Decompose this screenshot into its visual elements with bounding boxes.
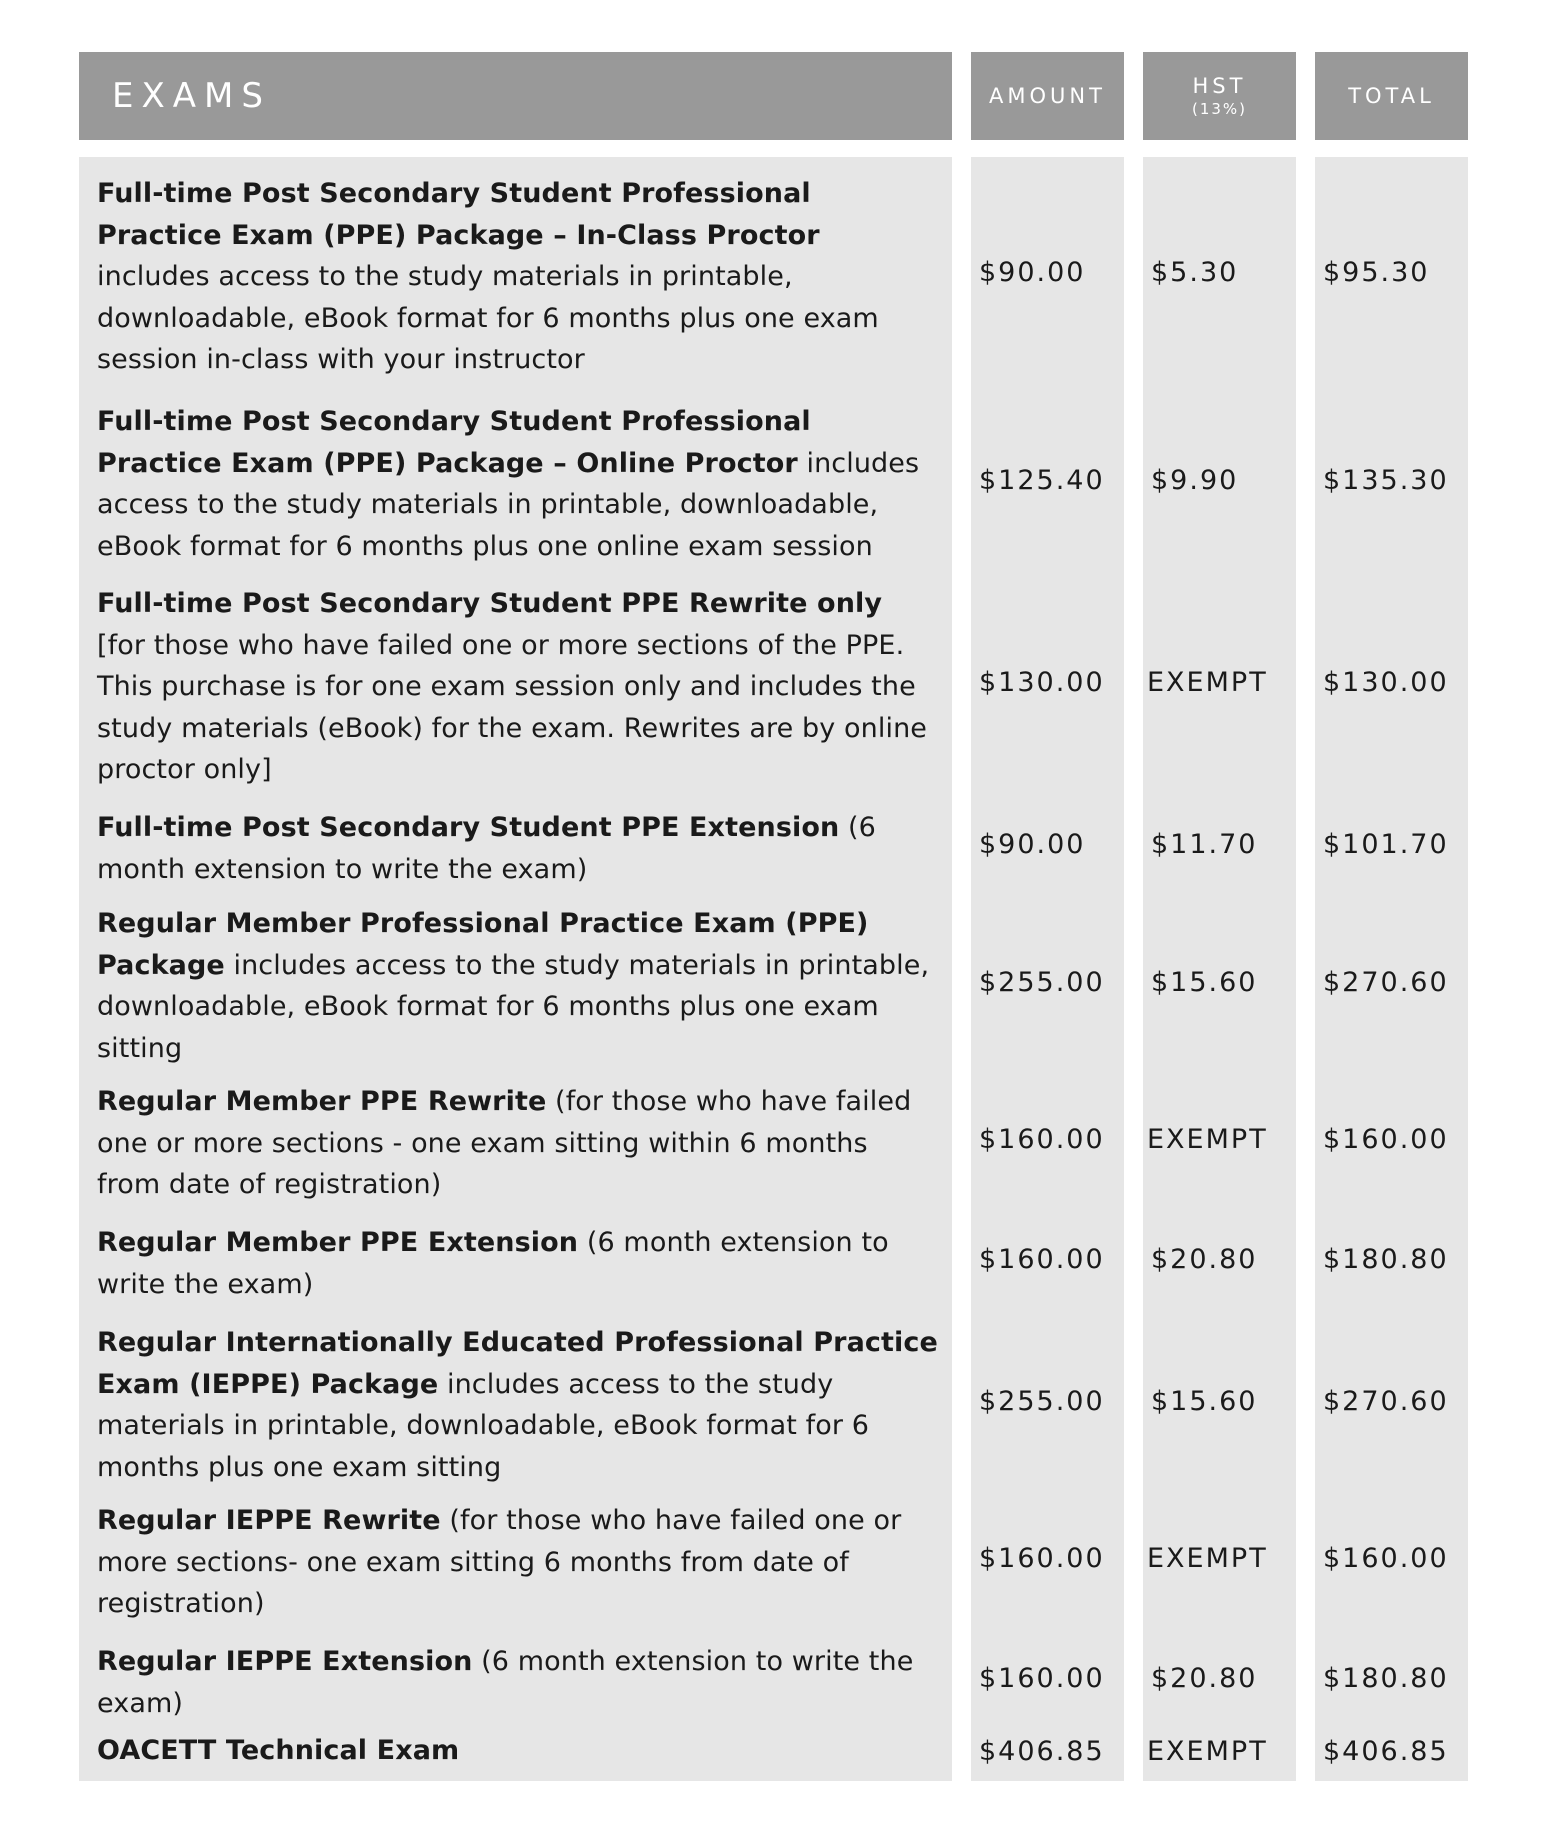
total-cell: $270.60 [1315,887,1468,1077]
exam-description [79,385,952,575]
exam-detail: includes access to the study materials in printable, downloadable, eBook format for 6 months plus one exam session in-class with your instructor [97,261,879,375]
table-row [79,887,1471,1064]
exam-title: Regular IEPPE Extension [97,1646,473,1677]
hst-cell: $5.30 [1143,157,1296,389]
hst-cell: $20.80 [1143,1206,1296,1313]
table-row [79,157,1471,380]
header-total [1315,52,1468,140]
exam-title: Regular Internationally Educated Professional Practice Exam (IEPPE) Package [97,1327,938,1400]
table-row [79,1306,1471,1483]
header-hst [1143,52,1296,140]
exam-description [79,1484,952,1633]
total-cell: $101.70 [1315,791,1468,898]
table-row [79,567,1471,786]
exam-title: Full-time Post Secondary Student PPE Rewrite only [97,588,883,619]
exam-detail: (for those who have failed one or more sections - one exam sitting within 6 months from date of registration) [97,1086,912,1200]
exam-title: Regular Member PPE Rewrite [97,1086,547,1117]
exam-detail: includes access to the study materials in printable, downloadable, eBook format for 6 months plus one online exam session [97,447,920,562]
table-row [79,385,1471,562]
table-row [79,791,1471,885]
header-exams [79,52,952,140]
total-cell: $95.30 [1315,157,1468,389]
total-cell: $130.00 [1315,567,1468,799]
hst-cell: $15.60 [1143,887,1296,1077]
hst-cell: EXEMPT [1143,567,1296,799]
total-cell: $135.30 [1315,385,1468,575]
hst-cell: $11.70 [1143,791,1296,898]
exam-description [79,887,952,1077]
amount-cell: $406.85 [971,1721,1124,1781]
amount-cell: $255.00 [971,887,1124,1077]
hst-cell: $20.80 [1143,1625,1296,1732]
exam-detail: includes access to the study materials in printable, downloadable, eBook format for 6 months plus one exam sitting [97,949,930,1064]
exam-detail: (6 month extension to write the exam) [97,1646,914,1719]
exam-title: Regular Member Professional Practice Exam (PPE) Package [97,908,869,981]
hst-cell: EXEMPT [1143,1065,1296,1214]
table-header [79,52,1471,140]
exam-description [79,157,952,389]
amount-cell: $90.00 [971,791,1124,898]
header-amount-label: AMOUNT [989,84,1106,108]
exam-title: Full-time Post Secondary Student PPE Extension [97,812,840,843]
exam-detail: [for those who have failed one or more sections of the PPE. This purchase is for one exam session only and includes the study materials (eBook) for the exam. Rewrites are by online proctor only] [97,629,927,785]
exam-title: OACETT Technical Exam [97,1735,460,1766]
hst-cell: EXEMPT [1143,1721,1296,1781]
exam-title: Full-time Post Secondary Student Professional Practice Exam (PPE) Package – In-Class Proctor [97,178,820,251]
exam-description [79,567,952,799]
total-cell: $180.80 [1315,1206,1468,1313]
table-row [79,1484,1471,1620]
amount-cell: $160.00 [971,1484,1124,1633]
header-exams-label: EXAMS [112,76,271,116]
total-cell: $180.80 [1315,1625,1468,1732]
hst-cell: EXEMPT [1143,1484,1296,1633]
exam-description [79,1306,952,1496]
exam-description [79,791,952,898]
exam-title: Full-time Post Secondary Student Professional Practice Exam (PPE) Package – Online Proctor [97,406,811,479]
table-row [79,1625,1471,1719]
exam-detail: (for those who have failed one or more sections- one exam sitting 6 months from date of registration) [97,1505,902,1619]
exam-description [79,1065,952,1214]
exam-detail: includes access to the study materials in printable, downloadable, eBook format for 6 months plus one exam sitting [97,1368,870,1483]
table-row [79,1206,1471,1301]
header-amount [971,52,1124,140]
amount-cell: $160.00 [971,1625,1124,1732]
hst-cell: $15.60 [1143,1306,1296,1496]
exam-description [79,1721,952,1781]
exam-detail: (6 month extension to write the exam) [97,1227,889,1300]
exam-detail: (6 month extension to write the exam) [97,812,876,885]
total-cell: $270.60 [1315,1306,1468,1496]
amount-cell: $160.00 [971,1065,1124,1214]
amount-cell: $130.00 [971,567,1124,799]
table-row [79,1065,1471,1201]
exam-title: Regular Member PPE Extension [97,1227,579,1258]
amount-cell: $255.00 [971,1306,1124,1496]
exam-title: Regular IEPPE Rewrite [97,1505,441,1536]
amount-cell: $160.00 [971,1206,1124,1313]
header-hst-rate: (13%) [1191,100,1248,118]
exam-description [79,1625,952,1732]
total-cell: $160.00 [1315,1484,1468,1633]
amount-cell: $90.00 [971,157,1124,389]
exam-fees-table [79,52,1471,1786]
header-hst-label: HST [1192,74,1247,98]
table-row [79,1721,1471,1781]
total-cell: $406.85 [1315,1721,1468,1781]
amount-cell: $125.40 [971,385,1124,575]
header-total-label: TOTAL [1348,84,1435,108]
exam-description [79,1206,952,1313]
hst-cell: $9.90 [1143,385,1296,575]
total-cell: $160.00 [1315,1065,1468,1214]
